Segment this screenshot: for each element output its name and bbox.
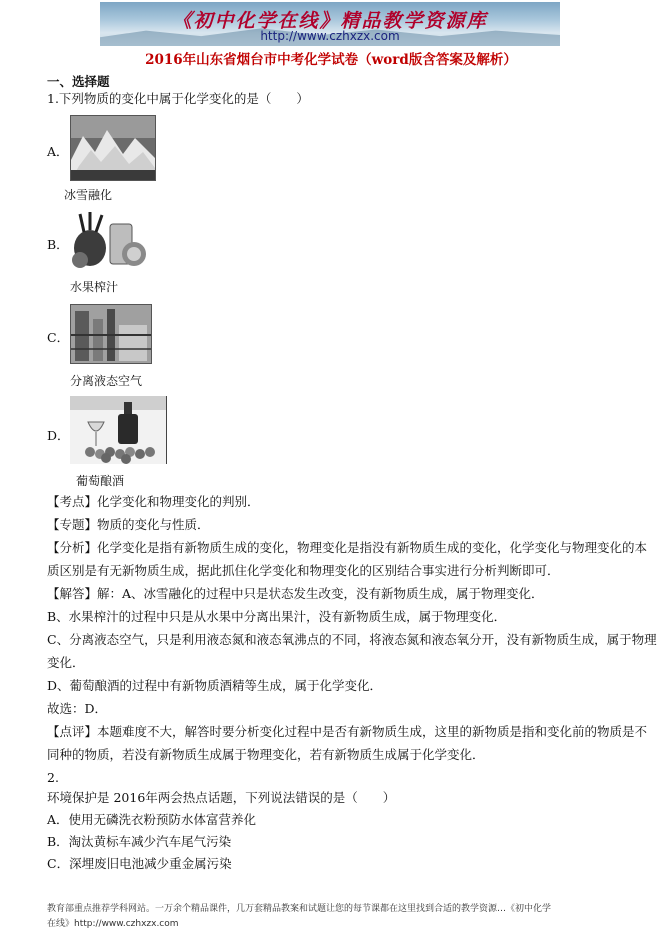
question-2-option-b: B．淘汰黄标车减少汽车尾气污染 (47, 834, 232, 849)
footer-line2[interactable]: 在线》http://www.czhxzx.com (47, 919, 179, 929)
option-d-caption: 葡萄酿酒 (76, 474, 125, 488)
question-2-number: 2. (47, 770, 59, 785)
option-b-letter: B． (47, 237, 69, 252)
jieda-d-text: D、葡萄酿酒的过程中有新物质酒精等生成，属于化学变化． (47, 678, 383, 693)
option-c-letter: C． (47, 330, 70, 345)
jieda-b-text: B、水果榨汁的过程中只是从水果中分离出果汁，没有新物质生成，属于物理变化． (47, 609, 507, 624)
option-d-letter: D． (47, 428, 70, 443)
jieda-a-text: 【解答】解：A、冰雪融化的过程中只是状态发生改变，没有新物质生成，属于物理变化． (47, 586, 544, 601)
factory-photo (70, 304, 152, 364)
question-1-stem: 1.下列物质的变化中属于化学变化的是（ ） (47, 91, 309, 106)
jieda-c-text-line1: C、分离液态空气，只是利用液态氮和液态氧沸点的不同，将液态氮和液态氧分开，没有新物质生成，属于物理 (47, 632, 657, 647)
fenxi-text-line2: 质区别是有无新物质生成，据此抓住化学变化和物理变化的区别结合事实进行分析判断即可． (47, 563, 560, 578)
section-heading: 一、选择题 (47, 74, 110, 89)
question-2-option-a: A．使用无磷洗衣粉预防水体富营养化 (47, 812, 257, 827)
option-a-caption: 冰雪融化 (64, 188, 113, 202)
wine-grapes-photo (70, 396, 167, 464)
page-footer (47, 902, 617, 932)
kaodian-text: 【考点】化学变化和物理变化的判别． (47, 494, 260, 509)
zhuanti-text: 【专题】物质的变化与性质． (47, 517, 210, 532)
site-banner (100, 2, 560, 46)
fruit-juice-photo (70, 210, 148, 268)
option-b-caption: 水果榨汁 (70, 280, 119, 294)
dianping-text-line2: 同种的物质，若没有新物质生成属于物理变化，若有新物质生成属于化学变化． (47, 747, 485, 762)
option-c-caption: 分离液态空气 (70, 374, 143, 388)
question-2-stem: 环境保护是 2016年两会热点话题，下列说法错误的是（ ） (47, 790, 396, 805)
answer-text: 故选：D． (47, 701, 108, 716)
banner-url[interactable]: http://www.czhxzx.com (260, 29, 400, 43)
question-2-option-c: C．深埋废旧电池减少重金属污染 (47, 856, 232, 871)
footer-line1: 教育部重点推荐学科网站。一万余个精品课件，几万套精品教案和试题让您的每节课都在这里找到合适的教学资源…《初中化学 (47, 904, 552, 914)
ice-snow-photo (70, 115, 156, 181)
banner-title: 《初中化学在线》精品教学资源库 (172, 10, 488, 32)
option-a-letter: A． (47, 144, 69, 159)
fenxi-text-line1: 【分析】化学变化是指有新物质生成的变化，物理变化是指没有新物质生成的变化，化学变化与物理变化的本 (47, 540, 648, 555)
dianping-text-line1: 【点评】本题难度不大，解答时要分析变化过程中是否有新物质生成，这里的新物质是指和变化前的物质是不 (47, 724, 648, 739)
document-title: 2016年山东省烟台市中考化学试卷（word版含答案及解析） (145, 52, 517, 68)
jieda-c-text-line2: 变化． (47, 655, 85, 670)
